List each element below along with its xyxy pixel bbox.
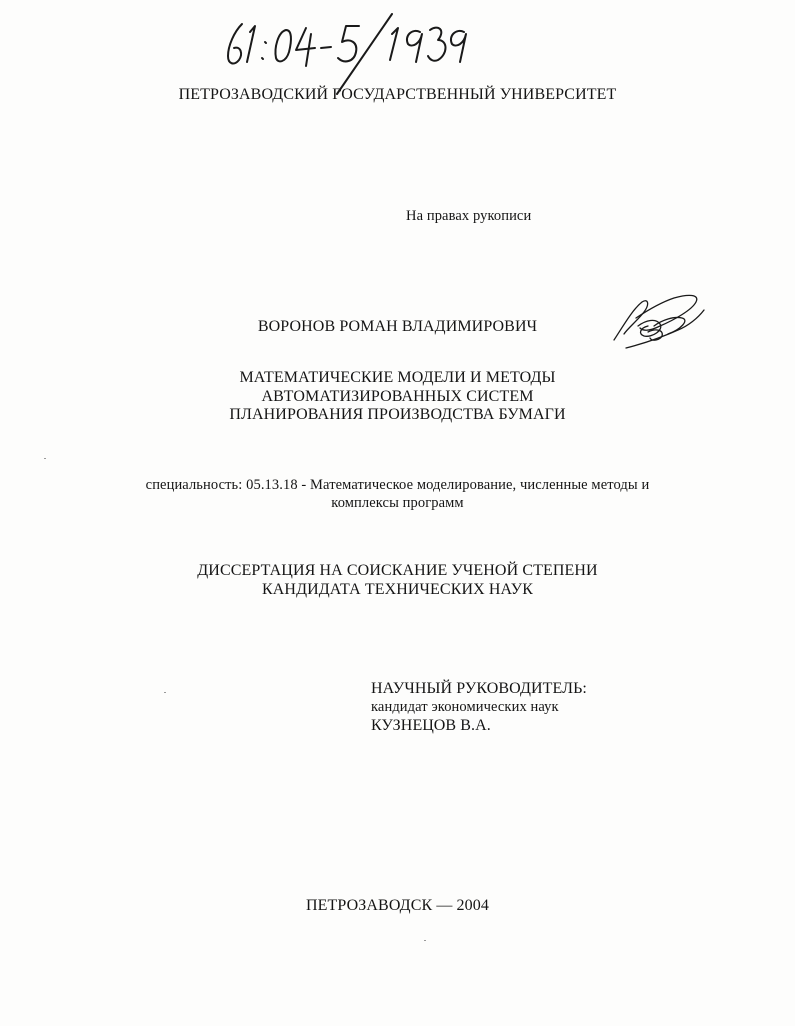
- specialty-line-2: комплексы программ: [331, 495, 464, 511]
- supervisor-degree: кандидат экономических наук: [371, 699, 559, 715]
- scan-speck: [44, 458, 46, 459]
- handwritten-catalog-number: [220, 8, 470, 98]
- dissertation-title-line-1: МАТЕМАТИЧЕСКИЕ МОДЕЛИ И МЕТОДЫ: [239, 369, 556, 386]
- specialty-line-1: специальность: 05.13.18 - Математическое моделирование, численные методы и: [145, 477, 650, 493]
- place-and-year: ПЕТРОЗАВОДСК — 2004: [306, 897, 489, 914]
- dissertation-title-line-2: АВТОМАТИЗИРОВАННЫХ СИСТЕМ: [261, 388, 534, 405]
- scan-speck: [164, 692, 166, 693]
- supervisor-heading: НАУЧНЫЙ РУКОВОДИТЕЛЬ:: [371, 680, 587, 697]
- scan-speck: [424, 940, 426, 941]
- dissertation-title-line-3: ПЛАНИРОВАНИЯ ПРОИЗВОДСТВА БУМАГИ: [229, 406, 566, 423]
- author-name: ВОРОНОВ РОМАН ВЛАДИМИРОВИЧ: [257, 318, 538, 335]
- university-name: ПЕТРОЗАВОДСКИЙ ГОСУДАРСТВЕННЫЙ УНИВЕРСИТЕТ: [178, 86, 617, 103]
- author-signature: [608, 288, 708, 358]
- manuscript-rights-note: На правах рукописи: [406, 208, 532, 224]
- degree-line-2: КАНДИДАТА ТЕХНИЧЕСКИХ НАУК: [262, 581, 533, 598]
- supervisor-name: КУЗНЕЦОВ В.А.: [371, 717, 491, 734]
- degree-line-1: ДИССЕРТАЦИЯ НА СОИСКАНИЕ УЧЕНОЙ СТЕПЕНИ: [197, 562, 598, 579]
